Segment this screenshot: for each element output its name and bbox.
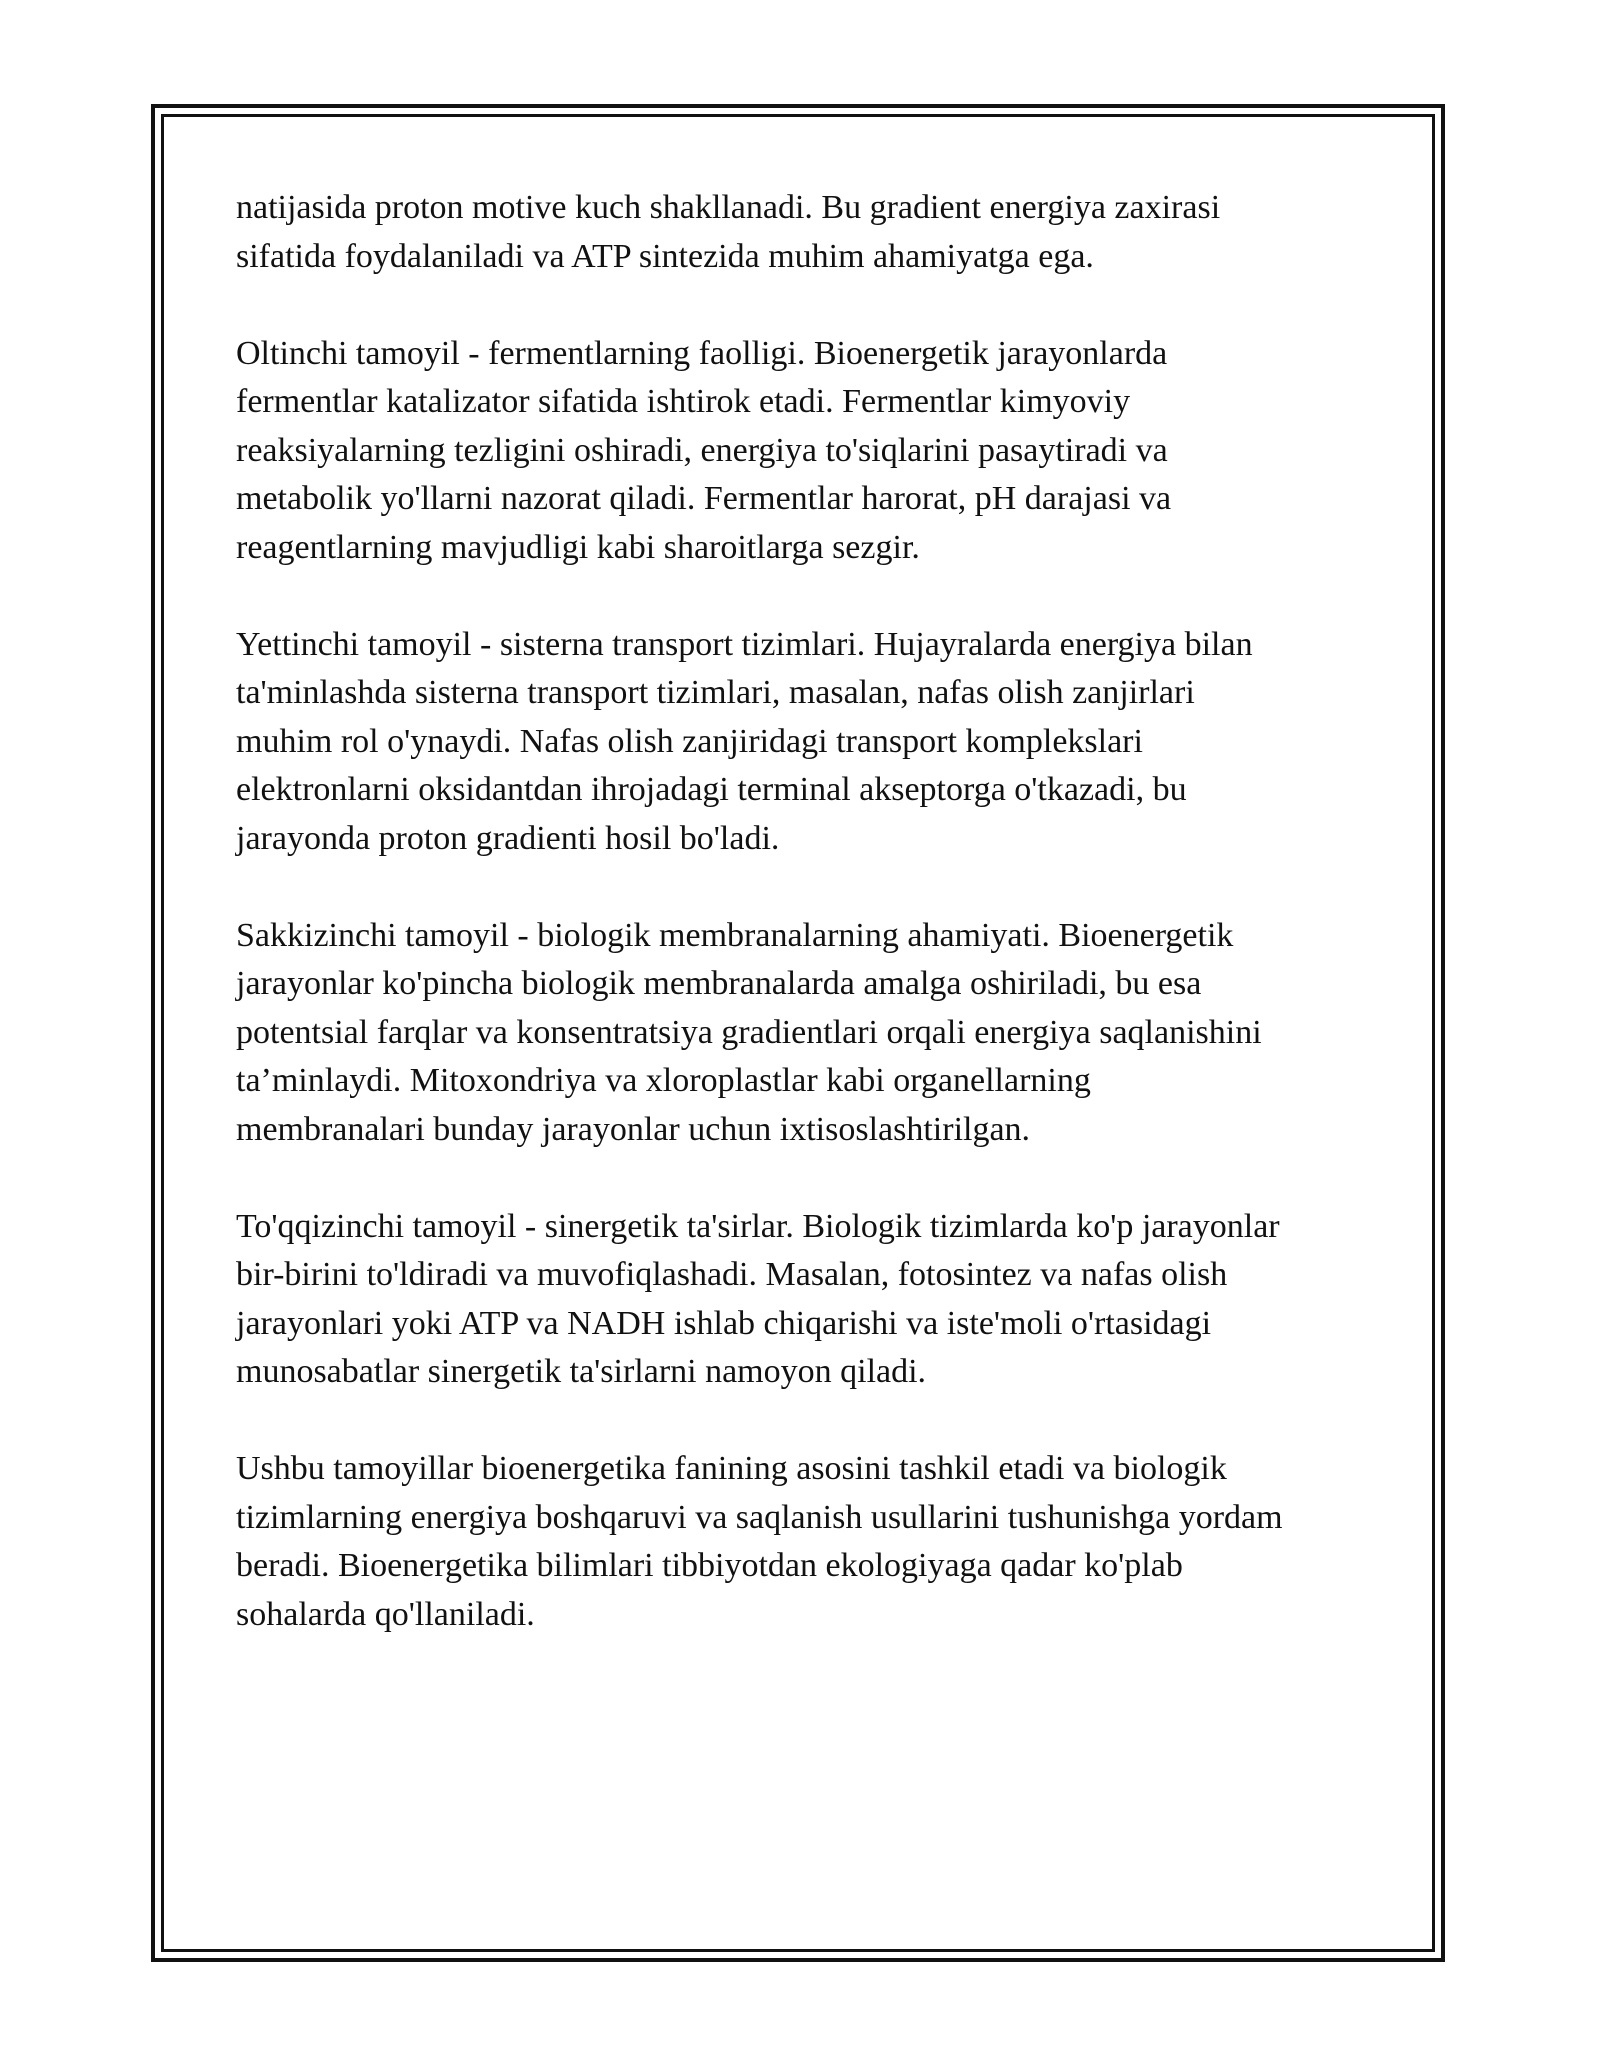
text-line: Yettinchi tamoyil - sisterna transport tizimlari. Hujayralarda energiya bilan (236, 625, 1253, 663)
text-line: membranalari bunday jarayonlar uchun ixtisoslashtirilgan. (236, 1110, 1031, 1148)
text-line: sifatida foydalaniladi va ATP sintezida muhim ahamiyatga ega. (236, 237, 1094, 275)
text-line: beradi. Bioenergetika bilimlari tibbiyotdan ekologiyaga qadar ko'plab (236, 1547, 1183, 1584)
text-line: Sakkizinchi tamoyil - biologik membranalarning ahamiyati. Bioenergetik (236, 916, 1234, 954)
text-line: natijasida proton motive kuch shakllanadi. Bu gradient energiya zaxirasi (236, 189, 1221, 226)
paragraph-principle-9 (236, 1203, 1376, 1397)
text-line: Ushbu tamoyillar bioenergetika fanining asosini tashkil etadi va biologik (236, 1450, 1227, 1487)
text-line: To'qqizinchi tamoyil - sinergetik ta'sirlar. Biologik tizimlarda ko'p jarayonlar (236, 1207, 1280, 1245)
text-line: reaksiyalarning tezligini oshiradi, energiya to'siqlarini pasaytiradi va (236, 431, 1168, 469)
text-line: metabolik yo'llarni nazorat qiladi. Fermentlar harorat, pH darajasi va (236, 480, 1172, 517)
text-line: reagentlarning mavjudligi kabi sharoitlarga sezgir. (236, 528, 920, 566)
text-line: ta’minlaydi. Mitoxondriya va xloroplastlar kabi organellarning (236, 1062, 1091, 1099)
text-line: munosabatlar sinergetik ta'sirlarni namoyon qiladi. (236, 1353, 927, 1390)
paragraph-principle-8 (236, 912, 1376, 1155)
text-line: sohalarda qo'llaniladi. (236, 1595, 535, 1633)
text-line: potentsial farqlar va konsentratsiya gradientlari orqali energiya saqlanishini (236, 1013, 1262, 1051)
paragraph-principle-6 (236, 330, 1376, 573)
text-line: muhim rol o'ynaydi. Nafas olish zanjiridagi transport komplekslari (236, 722, 1143, 760)
text-line: Oltinchi tamoyil - fermentlarning faolligi. Bioenergetik jarayonlarda (236, 334, 1168, 372)
text-line: jarayonlari yoki ATP va NADH ishlab chiqarishi va iste'moli o'rtasidagi (236, 1304, 1212, 1342)
text-line: fermentlar katalizator sifatida ishtirok etadi. Fermentlar kimyoviy (236, 383, 1131, 420)
text-line: tizimlarning energiya boshqaruvi va saqlanish usullarini tushunishga yordam (236, 1498, 1283, 1536)
text-line: elektronlarni oksidantdan ihrojadagi terminal akseptorga o'tkazadi, bu (236, 771, 1187, 808)
paragraph-principle-7 (236, 621, 1376, 864)
text-line: jarayonda proton gradienti hosil bo'ladi. (236, 819, 780, 857)
text-line: bir-birini to'ldiradi va muvofiqlashadi. Masalan, fotosintez va nafas olish (236, 1256, 1228, 1293)
paragraph-proton-motive (236, 184, 1376, 281)
document-body (236, 184, 1376, 1688)
paragraph-conclusion (236, 1445, 1376, 1639)
text-line: jarayonlar ko'pincha biologik membranalarda amalga oshiriladi, bu esa (236, 965, 1202, 1002)
text-line: ta'minlashda sisterna transport tizimlari, masalan, nafas olish zanjirlari (236, 674, 1195, 711)
